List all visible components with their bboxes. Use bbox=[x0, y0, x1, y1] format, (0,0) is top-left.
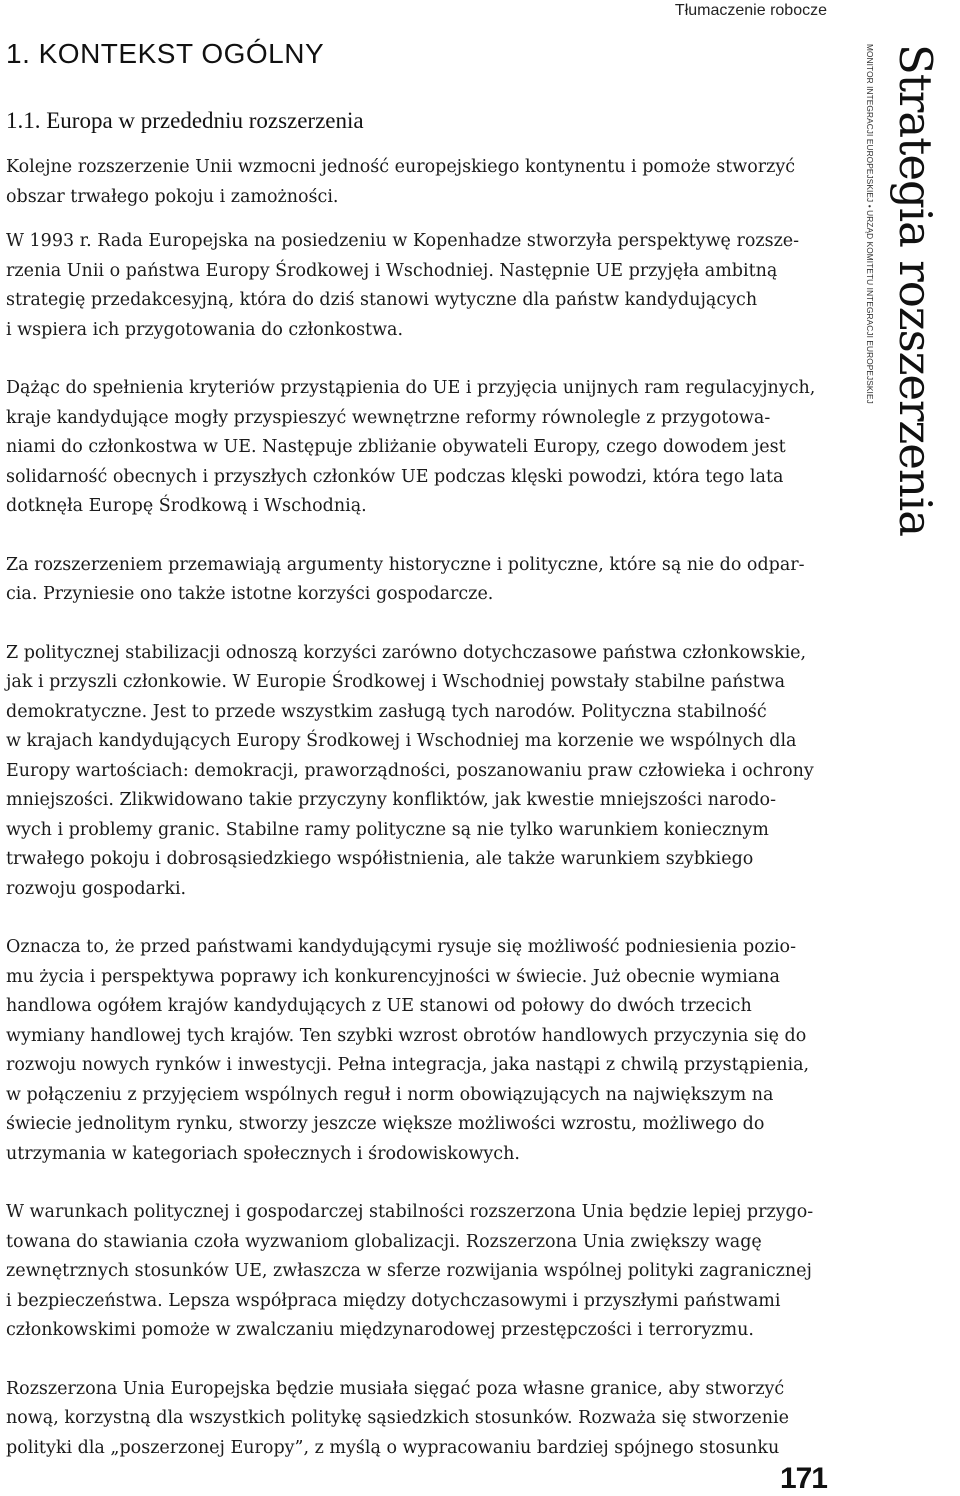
paragraph-5: Z politycznej stabilizacji odnoszą korzyści zarówno dotychczasowe państwa członkowskie, jak i przyszli członkowie. W Europie Środkowej i Wschodniej powstały stabilne państwa demokratyczne. Jest to przede wszystkim zasługą tych narodów. Polityczna stabilność w krajach kandydujących Europy Środkowej i Wschodniej ma korzenie we wspólnych dla Europy wartościach: demokracji, praworządności, poszanowaniu praw człowieka i ochrony mniejszości. Zlikwidowano takie przyczyny konfliktów, jak kwestie mniejszości narodo- wych i problemy granic. Stabilne ramy polityczne są nie tylko warunkiem koniecznym trwałego pokoju i dobrosąsiedzkiego współistnienia, ale także warunkiem szybkiego rozwoju gospodarki. bbox=[6, 642, 814, 899]
working-translation-label: Tłumaczenie robocze bbox=[674, 2, 827, 19]
sidebar-subtitle: MONITOR INTEGRACJI EUROPEJSKIEJ • URZĄD KOMITETU INTEGRACJI EUROPEJSKIEJ bbox=[865, 44, 875, 404]
page-number: 171 bbox=[779, 1462, 827, 1495]
section-heading: 1. KONTEKST OGÓLNY bbox=[6, 38, 325, 69]
subsection-heading: 1.1. Europa w przededniu rozszerzenia bbox=[6, 108, 364, 133]
paragraph-4: Za rozszerzeniem przemawiają argumenty historyczne i polityczne, które są nie do odpar- cia. Przyniesie ono także istotne korzyści gospodarcze. bbox=[6, 554, 805, 604]
paragraph-8: Rozszerzona Unia Europejska będzie musiała sięgać poza własne granice, aby stworzyć nową, korzystną dla wszystkich politykę sąsiedzkich stosunków. Rozważa się stworzenie polityki dla „poszerzonej Europy”, z myślą o wypracowaniu bardziej spójnego stosunku bbox=[6, 1378, 789, 1458]
sidebar-title: Strategia rozszerzenia bbox=[889, 44, 942, 537]
paragraph-1: Kolejne rozszerzenie Unii wzmocni jedność europejskiego kontynentu i pomoże stworzyć obszar trwałego pokoju i zamożności. bbox=[6, 157, 796, 207]
body-text bbox=[6, 153, 826, 1463]
paragraph-6: Oznacza to, że przed państwami kandydującymi rysuje się możliwość podniesienia pozio- mu życia i perspektywa poprawy ich konkurencyjności w świecie. Już obecnie wymiana handlowa ogółem krajów kandydujących z UE stanowi od połowy do dwóch trzecich wymiany handlowej tych krajów. Ten szybki wzrost obrotów handlowych przyczynia się do rozwoju nowych rynków i inwestycji. Pełna integracja, jaka nastąpi z chwilą przystąpienia, w połączeniu z przyjęciem wspólnych reguł i norm obowiązujących na największym na świecie jednolitym rynku, stworzy jeszcze większe możliwości wzrostu, możliwego do utrzymania w kategoriach społecznych i środowiskowych. bbox=[6, 937, 810, 1164]
paragraph-2: W 1993 r. Rada Europejska na posiedzeniu w Kopenhadze stworzyła perspektywę rozsze- rzenia Unii o państwa Europy Środkowej i Wschodniej. Następnie UE przyjęła ambitną strategię przedakcesyjną, która do dziś stanowi wytyczne dla państw kandydujących i wspiera ich przygotowania do członkostwa. bbox=[6, 231, 800, 340]
paragraph-7: W warunkach politycznej i gospodarczej stabilności rozszerzona Unia będzie lepiej przygo- towana do stawiania czoła wyzwaniom globalizacji. Rozszerzona Unia zwiększy wagę zewnętrznych stosunków UE, zwłaszcza w sferze rozwijania wspólnej polityki zagranicznej i bezpieczeństwa. Lepsza współpraca między dotychczasowymi i przyszłymi państwami członkowskimi pomoże w zwalczaniu międzynarodowej przestępczości i terroryzmu. bbox=[6, 1202, 814, 1340]
paragraph-3: Dążąc do spełnienia kryteriów przystąpienia do UE i przyjęcia unijnych ram regulacyjnych, kraje kandydujące mogły przyspieszyć wewnętrzne reformy równolegle z przygotowa- niami do członkostwa w UE. Następuje zbliżanie obywateli Europy, czego dowodem jest solidarność obecnych i przyszłych członków UE podczas klęski powodzi, która tego lata dotknęła Europę Środkową i Wschodnią. bbox=[6, 378, 816, 516]
